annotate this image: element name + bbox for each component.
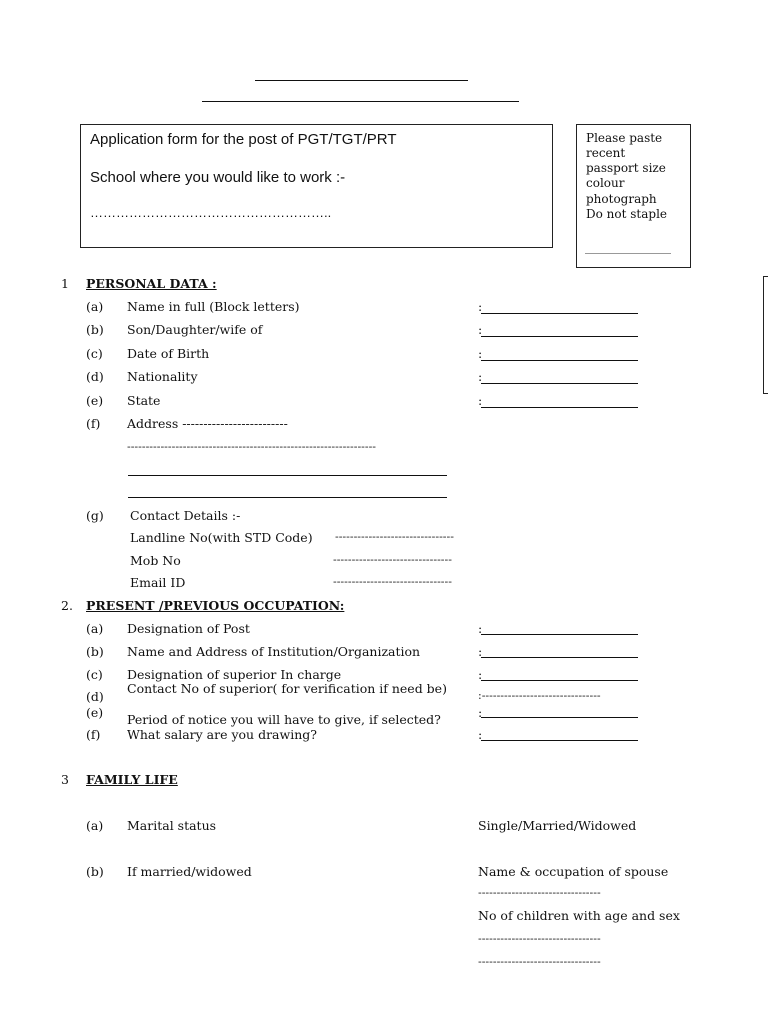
item-letter: (a): [86, 621, 104, 636]
address-line-3[interactable]: [128, 475, 447, 476]
photo-box: [576, 124, 691, 268]
item-letter: (g): [86, 508, 104, 523]
application-title: Application form for the post of PGT/TGT/PRT: [90, 131, 397, 148]
photo-instruction-6: Do not staple: [586, 207, 668, 221]
designation-sep: :: [478, 621, 483, 636]
dob-sep: :: [478, 346, 483, 361]
dob-label: Date of Birth: [127, 346, 210, 361]
designation-field[interactable]: [481, 634, 638, 635]
state-sep: :: [478, 393, 483, 408]
superior-label: Designation of superior In charge: [127, 667, 342, 682]
institution-label: Name and Address of Institution/Organization: [127, 644, 421, 659]
address-line-2[interactable]: -------------------------------------------------------------------: [127, 440, 377, 453]
marital-options[interactable]: Single/Married/Widowed: [478, 818, 637, 833]
marital-label: Marital status: [127, 818, 217, 833]
heading-line-top: [255, 80, 468, 81]
relation-sep: :: [478, 322, 483, 337]
salary-sep: :: [478, 727, 483, 742]
nationality-field[interactable]: [481, 383, 638, 384]
notice-field[interactable]: [481, 717, 638, 718]
landline-label: Landline No(with STD Code): [130, 530, 313, 545]
photo-instruction-5: photograph: [586, 192, 657, 206]
name-field[interactable]: [481, 313, 638, 314]
item-letter: (e): [86, 705, 104, 720]
section-1-number: 1: [61, 276, 69, 291]
section-2-title: PRESENT /PREVIOUS OCCUPATION:: [86, 598, 345, 613]
institution-field[interactable]: [481, 657, 638, 658]
item-letter: (a): [86, 299, 104, 314]
photo-signature-line: [585, 253, 671, 254]
photo-instruction-1: Please paste: [586, 131, 663, 145]
item-letter: (b): [86, 864, 104, 879]
email-label: Email ID: [130, 575, 186, 590]
item-letter: (c): [86, 346, 103, 361]
section-3-number: 3: [61, 772, 69, 787]
state-label: State: [127, 393, 161, 408]
children-field-1[interactable]: ---------------------------------: [478, 932, 601, 945]
item-letter: (f): [86, 416, 101, 431]
application-box: [80, 124, 553, 248]
item-letter: (f): [86, 727, 101, 742]
item-letter: (a): [86, 818, 104, 833]
item-letter: (d): [86, 689, 104, 704]
section-1-title: PERSONAL DATA :: [86, 276, 217, 291]
nationality-label: Nationality: [127, 369, 198, 384]
name-label: Name in full (Block letters): [127, 299, 300, 314]
photo-instruction-3: passport size: [586, 161, 666, 175]
children-field-2[interactable]: ---------------------------------: [478, 955, 601, 968]
children-label: No of children with age and sex: [478, 908, 680, 923]
designation-label: Designation of Post: [127, 621, 250, 636]
item-letter: (b): [86, 322, 104, 337]
item-letter: (b): [86, 644, 104, 659]
superior-sep: :: [478, 667, 483, 682]
name-sep: :: [478, 299, 483, 314]
notice-sep: :: [478, 705, 483, 720]
dob-field[interactable]: [481, 360, 638, 361]
married-label: If married/widowed: [127, 864, 252, 879]
nationality-sep: :: [478, 369, 483, 384]
edge-box-fragment: [763, 276, 768, 394]
section-3-title: FAMILY LIFE: [86, 772, 178, 787]
superior-contact-label: Contact No of superior( for verification if need be): [127, 681, 447, 696]
heading-line-bottom: [202, 101, 519, 102]
address-label: Address -------------------------: [127, 416, 288, 431]
relation-label: Son/Daughter/wife of: [127, 322, 263, 337]
relation-field[interactable]: [481, 336, 638, 337]
superior-contact-field[interactable]: :--------------------------------: [478, 689, 601, 702]
salary-label: What salary are you drawing?: [127, 727, 317, 742]
item-letter: (c): [86, 667, 103, 682]
email-field[interactable]: --------------------------------: [333, 575, 452, 588]
school-preference-dots[interactable]: ………………………………………………..: [90, 205, 332, 220]
salary-field[interactable]: [481, 740, 638, 741]
mobile-label: Mob No: [130, 553, 181, 568]
contact-label: Contact Details :-: [130, 508, 241, 523]
photo-instruction-4: colour: [586, 176, 625, 190]
spouse-field[interactable]: ---------------------------------: [478, 886, 601, 899]
item-letter: (d): [86, 369, 104, 384]
notice-label: Period of notice you will have to give, if selected?: [127, 712, 441, 727]
address-line-4[interactable]: [128, 497, 447, 498]
photo-instruction-2: recent: [586, 146, 626, 160]
mobile-field[interactable]: --------------------------------: [333, 553, 452, 566]
item-letter: (e): [86, 393, 104, 408]
section-2-number: 2.: [61, 598, 73, 613]
school-preference-label: School where you would like to work :-: [90, 169, 346, 186]
superior-field[interactable]: [481, 680, 638, 681]
spouse-label: Name & occupation of spouse: [478, 864, 669, 879]
landline-field[interactable]: --------------------------------: [335, 530, 454, 543]
institution-sep: :: [478, 644, 483, 659]
state-field[interactable]: [481, 407, 638, 408]
